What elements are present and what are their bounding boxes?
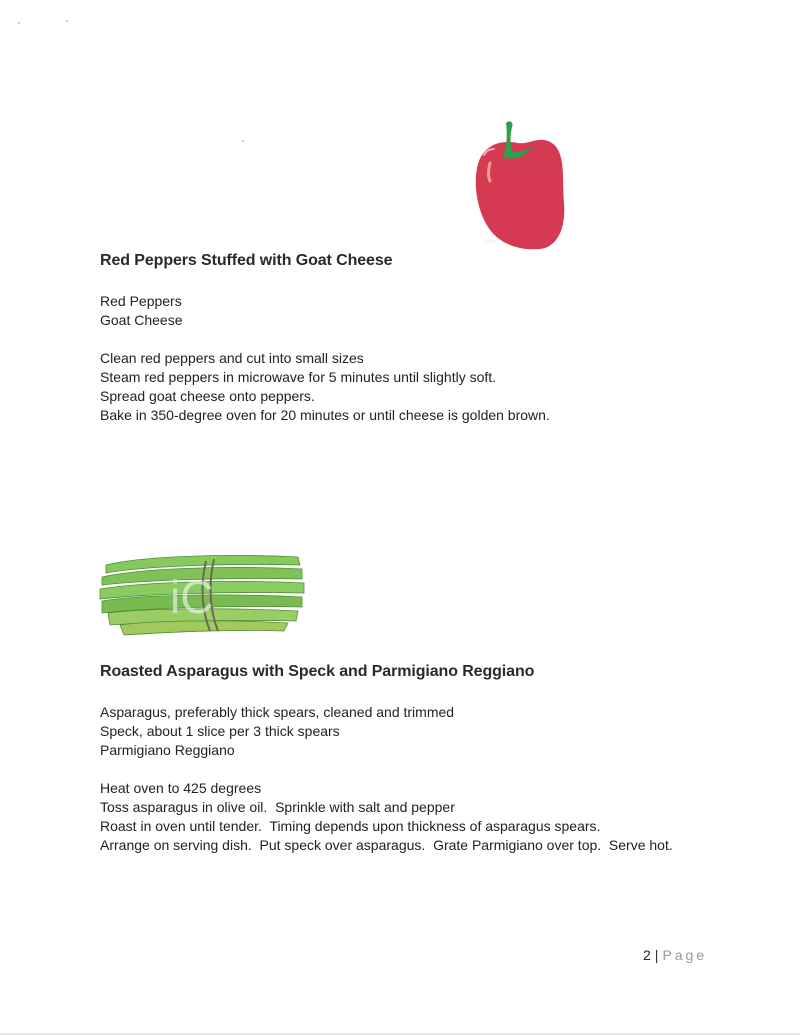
step-item: Steam red peppers in microwave for 5 minutes until slightly soft. xyxy=(100,369,497,385)
footer-separator: | xyxy=(654,947,659,963)
scan-speck xyxy=(242,140,244,142)
step-item: Arrange on serving dish. Put speck over asparagus. Grate Parmigiano over top. Serve hot. xyxy=(100,837,673,853)
step-item: Roast in oven until tender. Timing depends upon thickness of asparagus spears. xyxy=(100,818,601,834)
page-number: 2 xyxy=(643,947,651,963)
red-pepper-image xyxy=(470,115,570,253)
asparagus-watermark: iC xyxy=(170,571,214,623)
step-item: Bake in 350-degree oven for 20 minutes or until cheese is golden brown. xyxy=(100,407,550,423)
ingredient-list xyxy=(100,703,454,760)
page-footer xyxy=(643,947,707,963)
recipe-title: Red Peppers Stuffed with Goat Cheese xyxy=(100,252,393,269)
ingredient-list xyxy=(100,292,183,330)
ingredient-item: Speck, about 1 slice per 3 thick spears xyxy=(100,723,340,739)
step-list xyxy=(100,349,550,425)
step-item: Clean red peppers and cut into small sizes xyxy=(100,350,364,366)
pepper-watermark: com xyxy=(484,239,496,245)
ingredient-item: Parmigiano Reggiano xyxy=(100,742,235,758)
page-label: Page xyxy=(662,947,708,963)
step-list xyxy=(100,779,673,855)
recipe-title: Roasted Asparagus with Speck and Parmigiano Reggiano xyxy=(100,663,535,680)
step-item: Toss asparagus in olive oil. Sprinkle with salt and pepper xyxy=(100,799,455,815)
asparagus-image xyxy=(98,535,308,645)
ingredient-item: Asparagus, preferably thick spears, cleaned and trimmed xyxy=(100,704,455,720)
step-item: Heat oven to 425 degrees xyxy=(100,780,262,796)
step-item: Spread goat cheese onto peppers. xyxy=(100,388,315,404)
ingredient-item: Red Peppers xyxy=(100,293,182,309)
scan-speck xyxy=(18,22,20,24)
ingredient-item: Goat Cheese xyxy=(100,312,183,328)
scan-speck xyxy=(66,20,68,22)
